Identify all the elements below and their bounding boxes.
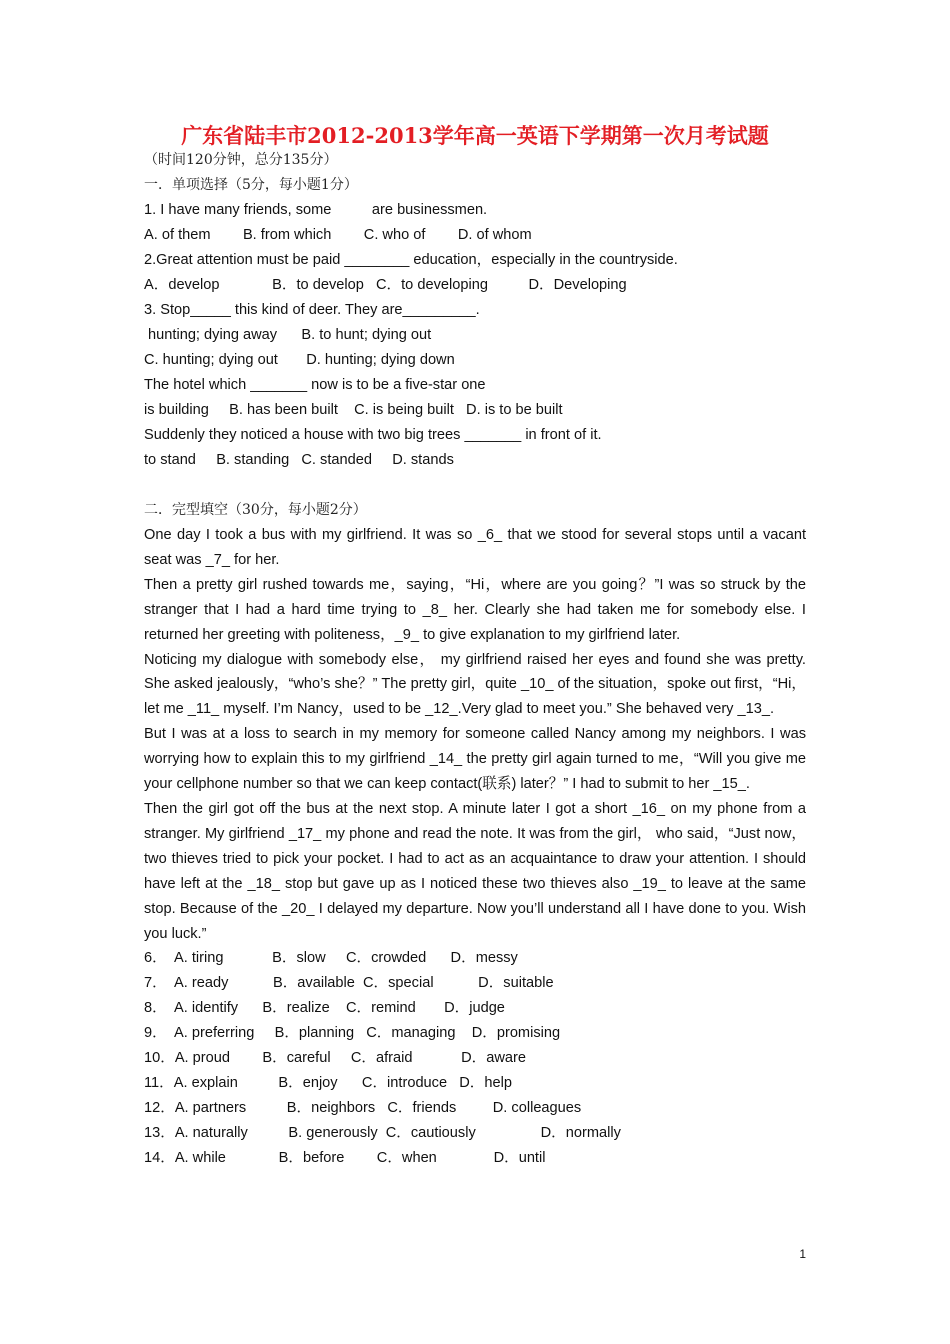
section-1-heading: 一．单项选择（5分，每小题1分）	[144, 177, 358, 193]
answer-options: 6． A. tiring B．slow C．crowded D．messy	[144, 950, 518, 967]
question-line: The hotel which _______ now is to be a five-star one	[144, 377, 486, 393]
question-line: 2.Great attention must be paid ________ education，especially in the countryside.	[144, 252, 678, 268]
spacer	[144, 473, 806, 498]
question-line: to stand B. standing C. standed D. stands	[144, 452, 454, 468]
answer-options: 13．A. naturally B. generously C．cautiously D．normally	[144, 1125, 621, 1142]
question-line: is building B. has been built C. is being built D. is to be built	[144, 402, 563, 418]
page-title: 广东省陆丰市2012-2013学年高一英语下学期第一次月考试题	[181, 123, 769, 148]
question-line: A. of them B. from which C. who of D. of whom	[144, 227, 532, 243]
answer-options: 14．A. while B．before C．when D．until	[144, 1150, 546, 1167]
page-number: 1	[799, 1247, 806, 1261]
passage-paragraph: Then the girl got off the bus at the next stop. A minute later I got a short _16_ on my phone from a stranger. My girlfriend _17_ my phone and read the note. It was from the girl， who said，“Just now，two thieves tried to pick your pocket. I had to act as an acquaintance to draw your attention. I should have left at the _18_ stop but gave up as I noticed these two thieves also _19_ to leave at the same stop. Because of the _20_ I delayed my departure. Now you’ll understand all I have done to you. Wish you luck.”	[144, 800, 806, 942]
document-body	[144, 148, 806, 1171]
passage-paragraph: Noticing my dialogue with somebody else， my girlfriend raised her eyes and found she was pretty. She asked jealously，“who’s she？” The pretty girl，quite _10_ of the situation，spoke out first，“Hi，let me _11_ myself. I’m Nancy，used to be _12_.Very glad to meet you.” She behaved very _13_.	[144, 651, 806, 718]
answer-options: 9． A. preferring B．planning C．managing D．promising	[144, 1025, 561, 1042]
answer-options: 12．A. partners B．neighbors C．friends D. colleagues	[144, 1100, 582, 1117]
passage-paragraph: But I was at a loss to search in my memory for someone called Nancy among my neighbors. I was worrying how to explain this to my girlfriend _14_ the pretty girl again turned to me，“Will you give me your cellphone number so that we can keep contact(联系) later？” I had to submit to her _15_.	[144, 726, 806, 793]
passage-paragraph: One day I took a bus with my girlfriend. It was so _6_ that we stood for several stops until a vacant seat was _7_ for her.	[144, 527, 806, 568]
question-line: Suddenly they noticed a house with two big trees _______ in front of it.	[144, 427, 602, 443]
answer-options: 11．A. explain B．enjoy C．introduce D．help	[144, 1075, 512, 1092]
section-2-heading: 二．完型填空（30分，每小题2分）	[144, 502, 367, 518]
answer-options: 10．A. proud B．careful C．afraid D．aware	[144, 1050, 527, 1067]
answer-options: 8． A. identify B．realize C．remind D．judge	[144, 1000, 505, 1017]
cloze-passage	[144, 523, 806, 946]
question-line: C. hunting; dying out D. hunting; dying down	[144, 352, 455, 368]
question-line: 3. Stop_____ this kind of deer. They are_________.	[144, 302, 480, 318]
question-line: 1. I have many friends, some are businessmen.	[144, 202, 488, 218]
exam-subtitle: （时间120分钟，总分135分）	[144, 152, 338, 168]
question-line: hunting; dying away B. to hunt; dying out	[144, 327, 432, 343]
answer-options: 7． A. ready B．available C．special D．suitable	[144, 975, 554, 992]
passage-paragraph: Then a pretty girl rushed towards me，saying，“Hi，where are you going？”I was so struck by the stranger that I had a hard time trying to _8_ her. Clearly she had taken me for somebody else. I returned her greeting with politeness，_9_ to give explanation to my girlfriend later.	[144, 576, 806, 643]
question-line: A．develop B．to develop C．to developing D．Developing	[144, 277, 627, 293]
